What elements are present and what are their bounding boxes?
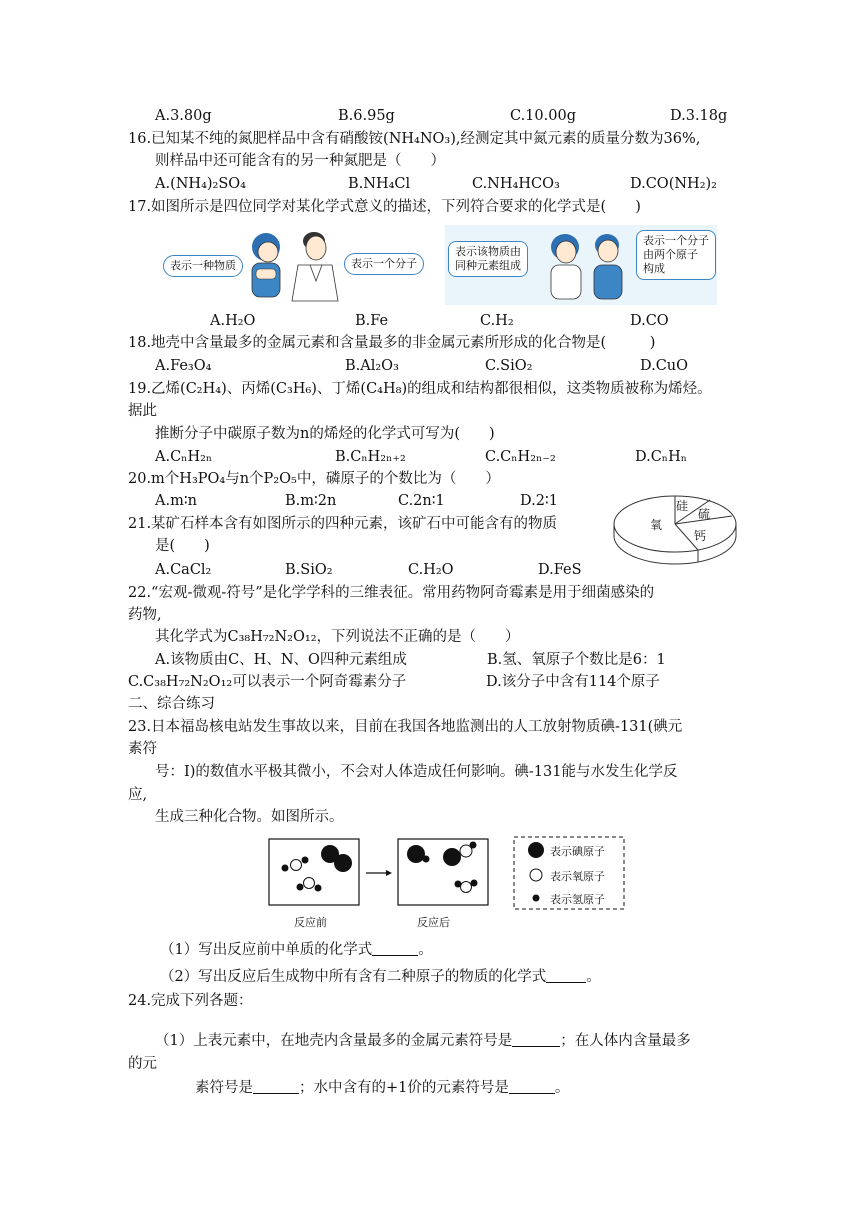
q17-option-d: D.CO bbox=[630, 313, 669, 329]
legend-oxygen-atom bbox=[530, 869, 542, 881]
oxygen-atom bbox=[304, 878, 315, 889]
q22-stem-line2: 药物, bbox=[128, 607, 162, 623]
q15-option-a: A.3.80g bbox=[155, 108, 212, 124]
q23-subquestion-2 bbox=[160, 967, 601, 987]
q23-stem-line2: 素符 bbox=[128, 741, 157, 757]
q17-bubble-4-line2: 由两个原子 bbox=[643, 248, 698, 261]
oxygen-atom bbox=[291, 860, 302, 871]
q21-stem-line2: 是( ) bbox=[155, 538, 210, 554]
q18-option-d: D.CuO bbox=[640, 358, 689, 374]
q16-option-d: D.CO(NH₂)₂ bbox=[630, 176, 717, 192]
hydrogen-atom bbox=[315, 885, 322, 892]
q17-bubble-2: 表示一个分子 bbox=[344, 253, 424, 275]
q18-option-a: A.Fe₃O₄ bbox=[155, 358, 212, 374]
q15-option-b: B.6.95g bbox=[338, 108, 395, 124]
iodine-atom bbox=[407, 845, 425, 863]
q15-option-d: D.3.18g bbox=[670, 108, 728, 124]
q20-option-d: D.2∶1 bbox=[520, 493, 558, 509]
hydrogen-atom bbox=[282, 865, 289, 872]
q23-sub2-text: （2）写出反应后生成物中所有含有二种原子的物质的化学式 bbox=[160, 969, 547, 985]
iodine-atom bbox=[443, 848, 461, 866]
q16-option-c: C.NH₄HCO₃ bbox=[472, 176, 560, 192]
before-label: 反应前 bbox=[294, 916, 327, 929]
q19-option-d: D.CₙHₙ bbox=[635, 449, 688, 465]
q22-option-c: C.C₃₈H₇₂N₂O₁₂可以表示一个阿奇霉素分子 bbox=[128, 674, 407, 690]
pie-label-calcium: 钙 bbox=[694, 529, 707, 543]
q18-stem: 18.地壳中含量最多的金属元素和含量最多的非金属元素所形成的化合物是( ) bbox=[128, 335, 656, 351]
legend-iodine-atom bbox=[528, 842, 544, 858]
q24-l1a: （1）上表元素中，在地壳内含量最多的金属元素符号是 bbox=[155, 1033, 513, 1049]
answer-blank[interactable] bbox=[509, 1079, 555, 1094]
after-label: 反应后 bbox=[417, 916, 450, 929]
q16-stem-line1: 16.已知某不纯的氮肥样品中含有硝酸铵(NH₄NO₃),经测定其中氮元素的质量分数为36%, bbox=[128, 131, 701, 147]
q20-option-c: C.2n∶1 bbox=[398, 493, 445, 509]
hydrogen-atom bbox=[471, 880, 478, 887]
q18-option-b: B.Al₂O₃ bbox=[345, 358, 399, 374]
q23-stem-line1: 23.日本福岛核电站发生事故以来，目前在我国各地监测出的人工放射物质碘-131(碘元 bbox=[128, 719, 683, 735]
q24-stem: 24.完成下列各题： bbox=[128, 993, 253, 1009]
hydrogen-atom bbox=[302, 857, 309, 864]
before-box bbox=[269, 839, 359, 905]
boy-figure-1 bbox=[252, 233, 280, 297]
q24-line2: 的元 bbox=[128, 1056, 157, 1072]
q17-option-b: B.Fe bbox=[355, 313, 389, 329]
q21-option-a: A.CaCl₂ bbox=[155, 562, 212, 578]
answer-blank[interactable] bbox=[253, 1079, 299, 1094]
legend-oxygen-label: 表示氧原子 bbox=[550, 870, 605, 883]
q22-option-d: D.该分子中含有114个原子 bbox=[486, 674, 660, 690]
boy-figure-3 bbox=[594, 234, 622, 299]
pie-label-oxygen: 氧 bbox=[650, 518, 663, 532]
q23-subquestion-1 bbox=[160, 940, 433, 960]
boy-figure-2 bbox=[292, 232, 338, 301]
legend-hydrogen-label: 表示氢原子 bbox=[550, 893, 605, 906]
hydrogen-atom bbox=[297, 884, 304, 891]
q16-option-a: A.(NH₄)₂SO₄ bbox=[155, 176, 246, 192]
q24-l3b: ；水中含有的+1价的元素符号是 bbox=[299, 1080, 509, 1096]
q21-element-pie bbox=[610, 492, 740, 570]
answer-blank[interactable] bbox=[372, 941, 418, 956]
oxygen-atom bbox=[461, 882, 472, 893]
q19-stem-line3: 推断分子中碳原子数为n的烯烃的化学式可写为( ) bbox=[155, 426, 495, 442]
q19-option-a: A.CₙH₂ₙ bbox=[155, 449, 213, 465]
q22-stem-line1: 22.“宏观-微观-符号”是化学学科的三维表征。常用药物阿奇霉素是用于细菌感染的 bbox=[128, 585, 655, 601]
girl-figure bbox=[551, 234, 581, 299]
iodine-atom bbox=[334, 854, 352, 872]
q17-bubble-3-line2: 同种元素组成 bbox=[455, 259, 521, 272]
answer-blank[interactable] bbox=[546, 968, 586, 983]
q22-option-b: B.氢、氧原子个数比是6：1 bbox=[487, 652, 666, 668]
q19-stem-line1: 19.乙烯(C₂H₄)、丙烯(C₃H₆)、丁烯(C₄H₈)的组成和结构都很相似，这类物质被称为烯烃。 bbox=[128, 381, 712, 397]
pie-label-silicon: 硅 bbox=[676, 499, 689, 513]
q17-bubble-4-line3: 构成 bbox=[643, 262, 665, 275]
legend-hydrogen-atom bbox=[533, 895, 540, 902]
q17-bubble-1: 表示一种物质 bbox=[163, 255, 243, 277]
q22-option-a: A.该物质由C、H、N、O四种元素组成 bbox=[155, 652, 407, 668]
q24-line1 bbox=[155, 1031, 691, 1051]
q23-sub1-text: （1）写出反应前中单质的化学式 bbox=[160, 942, 373, 958]
q16-option-b: B.NH₄Cl bbox=[348, 176, 411, 192]
q17-option-c: C.H₂ bbox=[480, 313, 514, 329]
q23-stem-line3: 号：I)的数值水平极其微小，不会对人体造成任何影响。碘-131能与水发生化学反 bbox=[155, 764, 678, 780]
q20-stem: 20.m个H₃PO₄与n个P₂O₅中，磷原子的个数比为（ ） bbox=[128, 471, 500, 487]
q17-bubble-4-line1: 表示一个分子 bbox=[643, 234, 709, 247]
q20-option-b: B.m∶2n bbox=[285, 493, 337, 509]
pie-label-sulfur: 硫 bbox=[698, 507, 711, 521]
q24-line3 bbox=[195, 1078, 569, 1098]
q23-sub2-end: 。 bbox=[586, 969, 601, 985]
legend-iodine-label: 表示碘原子 bbox=[550, 845, 605, 858]
q17-bubble-3-line1: 表示该物质由 bbox=[455, 245, 521, 258]
q19-stem-line2: 据此 bbox=[128, 403, 157, 419]
q23-stem-line5: 生成三种化合物。如图所示。 bbox=[155, 809, 344, 825]
q17-bubble-3 bbox=[448, 241, 528, 277]
q19-option-b: B.CₙH₂ₙ₊₂ bbox=[335, 449, 406, 465]
q15-option-c: C.10.00g bbox=[510, 108, 576, 124]
q24-l3c: 。 bbox=[554, 1080, 570, 1096]
answer-blank[interactable] bbox=[512, 1032, 560, 1047]
q19-option-c: C.CₙH₂ₙ₋₂ bbox=[485, 449, 556, 465]
q17-option-a: A.H₂O bbox=[210, 313, 256, 329]
q21-stem-line1: 21.某矿石样本含有如图所示的四种元素，该矿石中可能含有的物质 bbox=[128, 516, 558, 532]
q22-stem-line3: 其化学式为C₃₈H₇₂N₂O₁₂，下列说法不正确的是（ ） bbox=[155, 629, 520, 645]
q24-l3a: 素符号是 bbox=[195, 1080, 253, 1096]
q21-option-d: D.FeS bbox=[538, 562, 582, 578]
q18-option-c: C.SiO₂ bbox=[485, 358, 533, 374]
q20-option-a: A.m∶n bbox=[155, 493, 197, 509]
q17-bubble-4 bbox=[636, 230, 716, 280]
q23-sub1-end: 。 bbox=[418, 942, 433, 958]
q21-option-c: C.H₂O bbox=[408, 562, 454, 578]
section-heading: 二、综合练习 bbox=[128, 696, 215, 712]
q16-stem-line2: 则样品中还可能含有的另一种氮肥是（ ） bbox=[155, 153, 445, 169]
hydrogen-atom bbox=[470, 842, 477, 849]
q17-stem: 17.如图所示是四位同学对某化学式意义的描述，下列符合要求的化学式是( ) bbox=[128, 199, 641, 215]
q24-l1b: ；在人体内含量最多 bbox=[560, 1033, 691, 1049]
hydrogen-atom bbox=[423, 856, 430, 863]
q23-stem-line4: 应, bbox=[128, 787, 148, 803]
q21-option-b: B.SiO₂ bbox=[285, 562, 333, 578]
